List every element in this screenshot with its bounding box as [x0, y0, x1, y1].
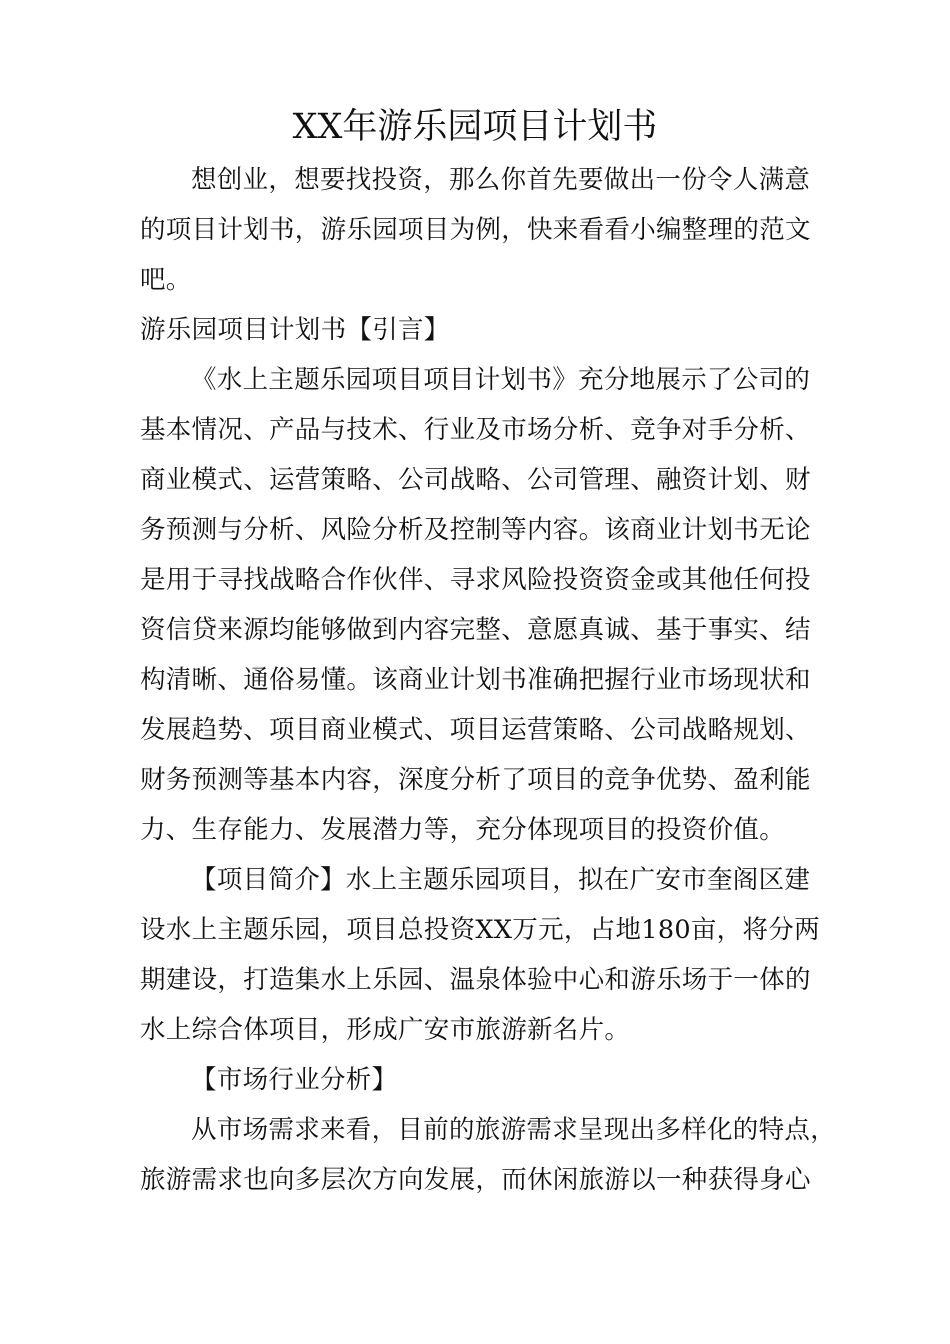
text-line: 吧。 [140, 265, 192, 295]
text-line: 【项目简介】水上主题乐园项目，拟在广安市奎阁区建 [191, 865, 811, 895]
text-line: 水上综合体项目，形成广安市旅游新名片。 [140, 1015, 631, 1045]
text-line: 期建设，打造集水上乐园、温泉体验中心和游乐场于一体的 [140, 965, 811, 995]
text-line: 的项目计划书，游乐园项目为例，快来看看小编整理的范文 [140, 215, 811, 245]
text-line: 从市场需求来看，目前的旅游需求呈现出多样化的特点， [191, 1115, 837, 1145]
text-line: 旅游需求也向多层次方向发展，而休闲旅游以一种获得身心 [140, 1165, 811, 1195]
section-heading: 游乐园项目计划书【引言】 [140, 315, 450, 345]
text-line: 发展趋势、项目商业模式、项目运营策略、公司战略规划、 [140, 715, 811, 745]
text-line: 《水上主题乐园项目项目计划书》充分地展示了公司的 [191, 365, 811, 395]
text-line: 资信贷来源均能够做到内容完整、意愿真诚、基于事实、结 [140, 615, 811, 645]
text-line: 力、生存能力、发展潜力等，充分体现项目的投资价值。 [140, 815, 786, 845]
text-line: 构清晰、通俗易懂。该商业计划书准确把握行业市场现状和 [140, 665, 811, 695]
text-line: 商业模式、运营策略、公司战略、公司管理、融资计划、财 [140, 465, 811, 495]
document-title: XX年游乐园项目计划书 [292, 107, 658, 147]
text-line: 务预测与分析、风险分析及控制等内容。该商业计划书无论 [140, 515, 811, 545]
text-line: 想创业，想要找投资，那么你首先要做出一份令人满意 [191, 165, 811, 195]
text-line: 设水上主题乐园，项目总投资XX万元，占地180亩，将分两 [140, 915, 820, 945]
section-heading: 【市场行业分析】 [191, 1065, 398, 1095]
text-line: 是用于寻找战略合作伙伴、寻求风险投资资金或其他任何投 [140, 565, 811, 595]
text-line: 财务预测等基本内容，深度分析了项目的竞争优势、盈利能 [140, 765, 811, 795]
text-line: 基本情况、产品与技术、行业及市场分析、竞争对手分析、 [140, 415, 811, 445]
